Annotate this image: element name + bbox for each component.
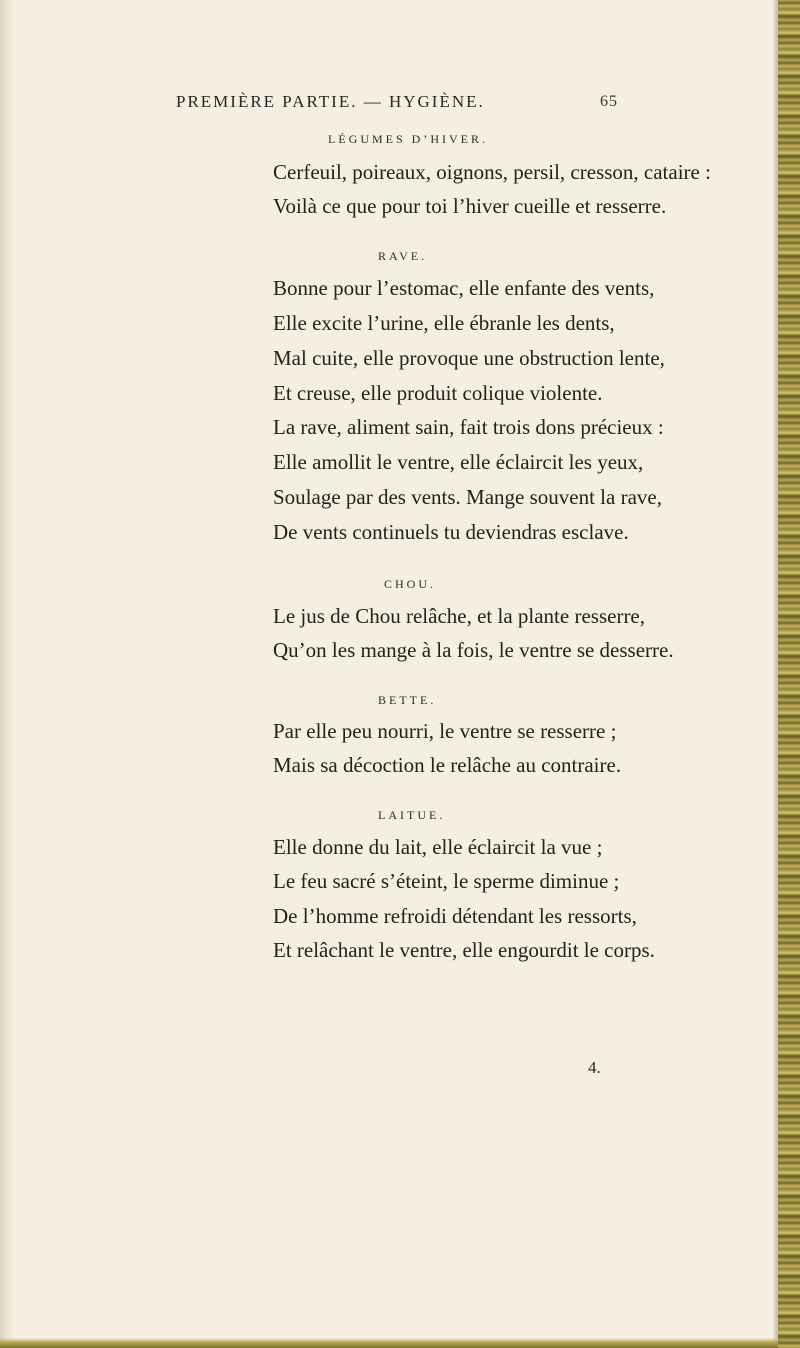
verse-line: Cerfeuil, poireaux, oignons, persil, cresson, cataire : (273, 160, 711, 184)
verse-line: Le feu sacré s’éteint, le sperme diminue ; (273, 869, 620, 893)
verse-line: Elle donne du lait, elle éclaircit la vue ; (273, 835, 603, 859)
verse-line: Elle excite l’urine, elle ébranle les dents, (273, 311, 615, 335)
section-heading-legumes-hiver: LÉGUMES D’HIVER. (328, 132, 488, 146)
page-left-edge (0, 0, 14, 1348)
verse-line: Mais sa décoction le relâche au contraire. (273, 753, 622, 777)
running-head: PREMIÈRE PARTIE. — HYGIÈNE. (176, 92, 485, 111)
verse-line: De vents continuels tu deviendras esclave. (273, 520, 629, 544)
gilded-bottom-edge (0, 1338, 778, 1348)
verse-line: Le jus de Chou relâche, et la plante resserre, (273, 604, 646, 628)
verse-line: Par elle peu nourri, le ventre se resserre ; (273, 719, 617, 743)
verse-line: Elle amollit le ventre, elle éclaircit les yeux, (273, 450, 644, 474)
verse-line: La rave, aliment sain, fait trois dons précieux : (273, 415, 664, 439)
verse-line: Voilà ce que pour toi l’hiver cueille et resserre. (273, 194, 667, 218)
verse-line: Et relâchant le ventre, elle engourdit le corps. (273, 938, 655, 962)
section-heading-chou: CHOU. (384, 577, 437, 591)
section-heading-rave: RAVE. (378, 249, 428, 263)
section-heading-laitue: LAITUE. (378, 808, 446, 822)
section-heading-bette: BETTE. (378, 693, 437, 707)
verse-line: Soulage par des vents. Mange souvent la rave, (273, 485, 662, 509)
page-number: 65 (600, 93, 618, 110)
verse-line: Bonne pour l’estomac, elle enfante des vents, (273, 276, 655, 300)
gilded-page-edge (778, 0, 800, 1348)
verse-line: De l’homme refroidi détendant les ressorts, (273, 904, 637, 928)
signature-mark: 4. (588, 1058, 601, 1077)
verse-line: Et creuse, elle produit colique violente. (273, 381, 603, 405)
verse-line: Qu’on les mange à la fois, le ventre se desserre. (273, 638, 674, 662)
verse-line: Mal cuite, elle provoque une obstruction lente, (273, 346, 665, 370)
